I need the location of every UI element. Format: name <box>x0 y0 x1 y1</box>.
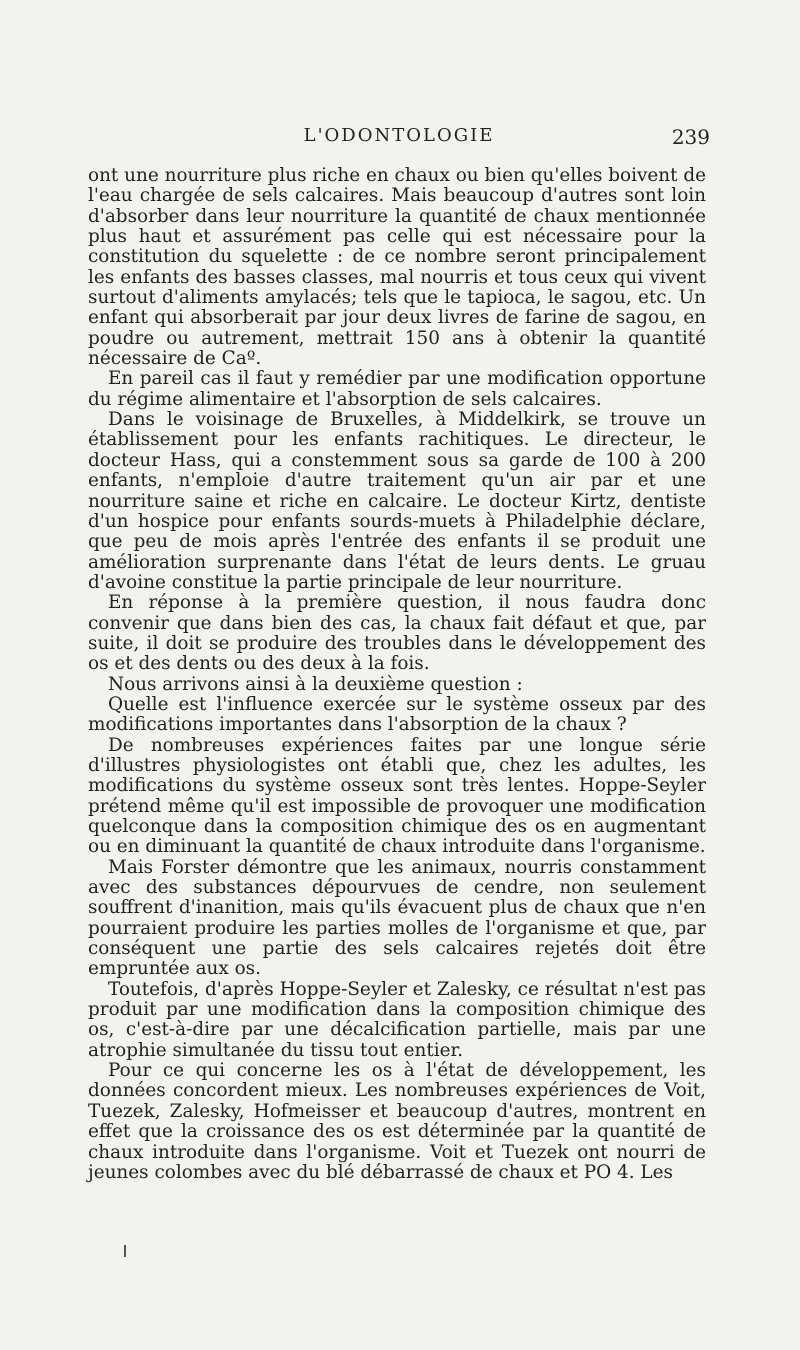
paragraph: En pareil cas il faut y remédier par une modification opportune du régime alimentaire et l'absorption de sels calcaires. <box>88 368 706 410</box>
paragraph: Pour ce qui concerne les os à l'état de développement, les données concordent mieux. Les nombreuses expériences de Voit, Tuezek, Zalesky, Hofmeisser et beaucoup d'autres, montrent en effet que la croissance des os est déterminée par la quantité de chaux introduite dans l'organisme. Voit et Tuezek ont nourri de jeunes colombes avec du blé débarrassé de chaux et PO 4. Les <box>88 1060 706 1183</box>
paragraph: De nombreuses expériences faites par une longue série d'illustres physiologistes ont établi que, chez les adultes, les modifications du système osseux sont très lentes. Hoppe-Seyler prétend même qu'il est impossible de provoquer une modification quelconque dans la composition chimique des os en augmentant ou en diminuant la quantité de chaux introduite dans l'organisme. <box>88 734 706 858</box>
page-number: 239 <box>671 125 710 149</box>
body-text <box>88 166 706 1183</box>
paragraph: En réponse à la première question, il nous faudra donc convenir que dans bien des cas, la chaux fait défaut et que, par suite, il doit se produire des troubles dans le développement des os et des dents ou des deux à la fois. <box>88 592 706 675</box>
ink-speck <box>124 1245 126 1257</box>
paragraph: ont une nourriture plus riche en chaux ou bien qu'elles boivent de l'eau chargée de sels calcaires. Mais beaucoup d'autres sont loin d'absorber dans leur nourriture la quantité de chaux mentionnée plus haut et assurément pas celle qui est nécessaire pour la constitution du squelette : de ce nombre seront principalement les enfants des basses classes, mal nourris et tous ceux qui vivent surtout d'aliments amylacés; tels que le tapioca, le sagou, etc. Un enfant qui absorberait par jour deux livres de farine de sagou, en poudre ou autrement, mettrait 150 ans à obtenir la quantité nécessaire de Caº. <box>88 165 706 370</box>
paragraph: Toutefois, d'après Hoppe-Seyler et Zalesky, ce résultat n'est pas produit par une modification dans la composition chimique des os, c'est-à-dire par une décalcification partielle, mais par une atrophie simultanée du tissu tout entier. <box>88 978 706 1061</box>
running-head <box>88 125 710 149</box>
paragraph: Nous arrivons ainsi à la deuxième question : <box>108 673 523 695</box>
paragraph: Quelle est l'influence exercée sur le système osseux par des modifications importantes dans l'absorption de la chaux ? <box>88 693 706 736</box>
running-title: L'ODONTOLOGIE <box>303 125 495 146</box>
paragraph: Dans le voisinage de Bruxelles, à Middelkirk, se trouve un établissement pour les enfants rachitiques. Le directeur, le docteur Hass, qui a constemment sous sa garde de 100 à 200 enfants, n'emploie d'autre traitement qu'un air par et une nourriture saine et riche en calcaire. Le docteur Kirtz, dentiste d'un hospice pour enfants sourds-muets à Philadelphie déclare, que peu de mois après l'entrée des enfants il se produit une amélioration surprenante dans l'état de leurs dents. Le gruau d'avoine constitue la partie principale de leur nourriture. <box>88 409 706 593</box>
paragraph: Mais Forster démontre que les animaux, nourris constamment avec des substances dépourvues de cendre, non seulement souffrent d'inanition, mais qu'ils évacuent plus de chaux que n'en pourraient produire les parties molles de l'organisme et que, par conséquent une partie des sels calcaires rejetés doit être empruntée aux os. <box>88 856 706 980</box>
